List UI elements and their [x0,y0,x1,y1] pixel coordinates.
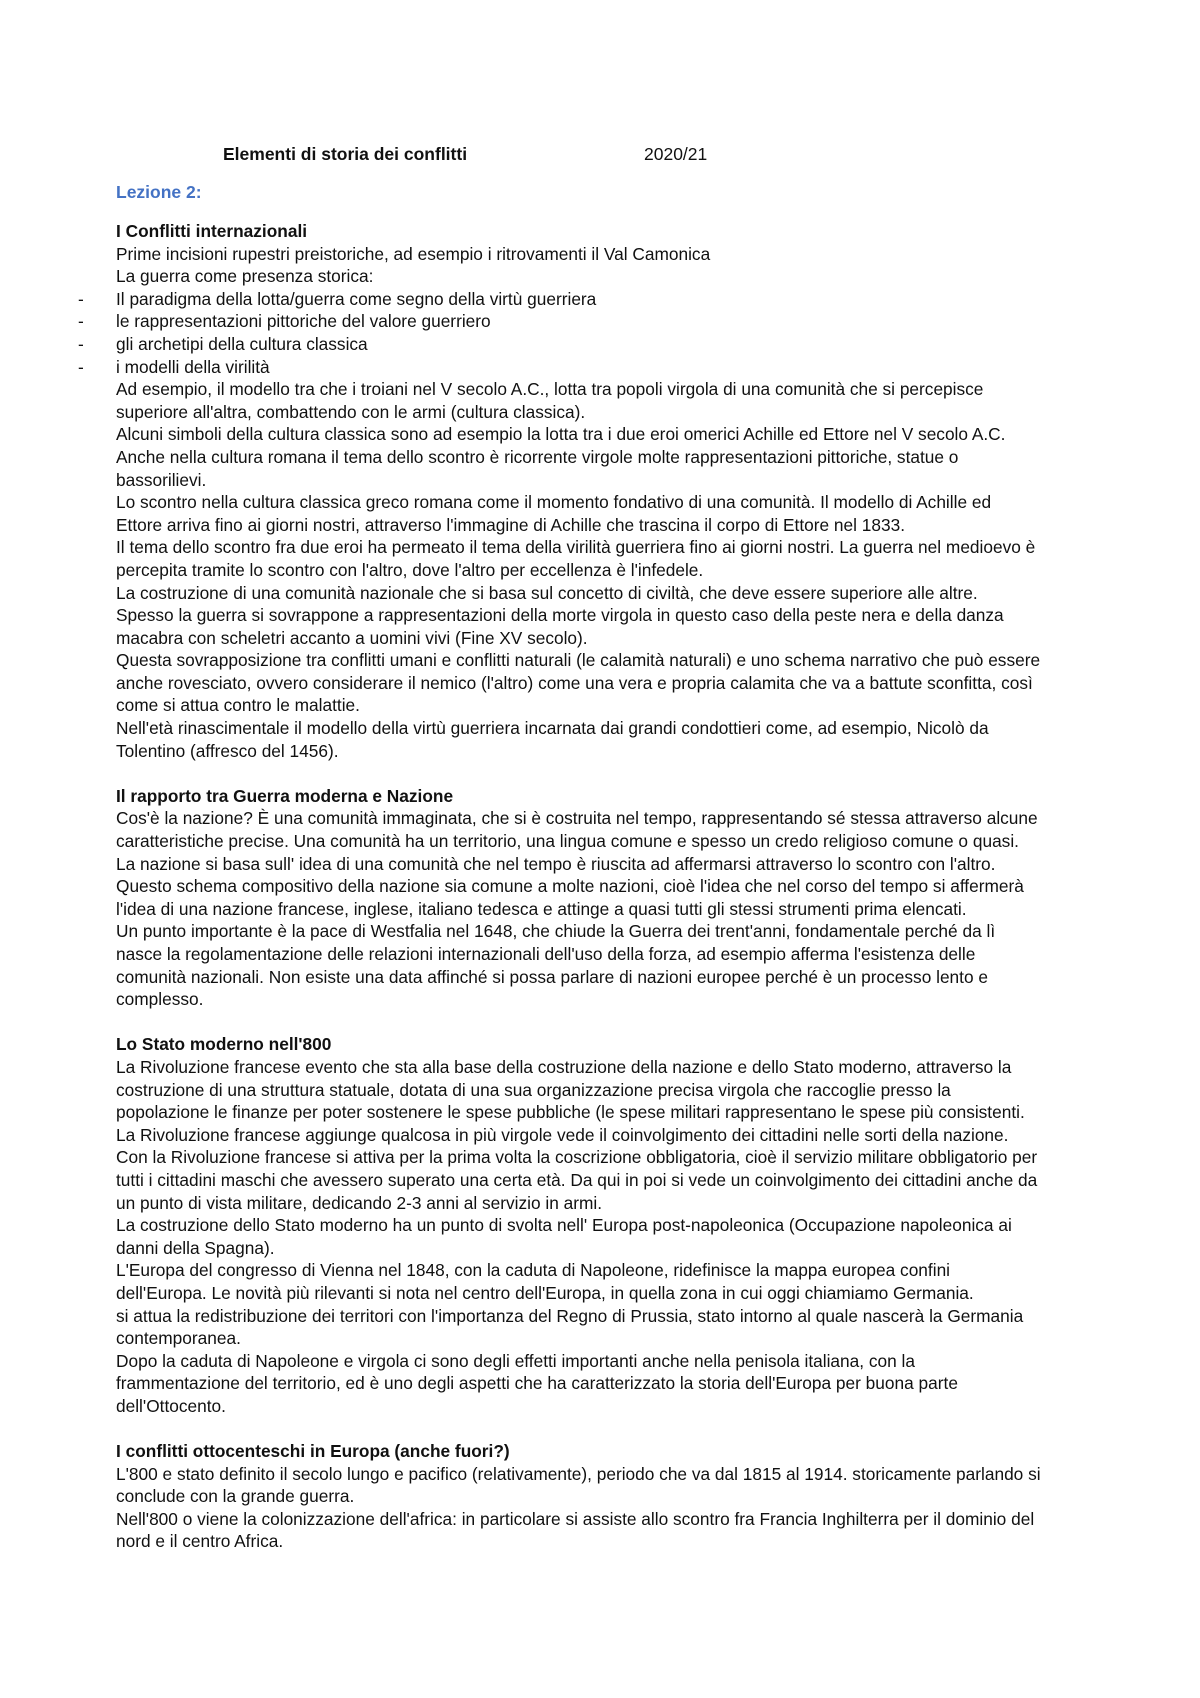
paragraph-line: bassorilievi. [116,469,207,490]
paragraph-line: come si attua contro le malattie. [116,695,360,716]
paragraph-line: Il tema dello scontro fra due eroi ha permeato il tema della virilità guerriera fino ai giorni nostri. La guerra nel medioevo è [116,537,1036,558]
list-item-text: le rappresentazioni pittoriche del valore guerriero [116,311,491,332]
paragraph-line: dell'Ottocento. [116,1395,226,1416]
paragraph-line: anche rovesciato, ovvero considerare il nemico (l'altro) come una vera e propria calamita che va a battute sconfitta, così [116,672,1033,693]
paragraph-line: percepita tramite lo scontro con l'altro, dove l'altro per eccellenza è l'infedele. [116,559,704,580]
paragraph-line: La costruzione di una comunità nazionale che si basa sul concetto di civiltà, che deve essere superiore alle altre. [116,582,978,603]
list-item [78,288,1096,311]
paragraph-line: complesso. [116,989,204,1010]
list-item-text: gli archetipi della cultura classica [116,333,368,354]
paragraph-line: Ettore arriva fino ai giorni nostri, attraverso l'immagine di Achille che trascina il corpo di Ettore nel 1833. [116,514,906,535]
paragraph-line: Prime incisioni rupestri preistoriche, ad esempio i ritrovamenti il Val Camonica [116,243,711,264]
paragraph-line: nasce la regolamentazione delle relazioni internazionali dell'uso della forza, ad esempio afferma l'esistenza delle [116,944,976,964]
paragraph-line: contemporanea. [116,1328,241,1349]
list-item [78,310,1096,333]
paragraph-line: Un punto importante è la pace di Westfalia nel 1648, che chiude la Guerra dei trent'anni, fondamentale perché da lì [116,921,996,942]
paragraph-line: L'800 e stato definito il secolo lungo e pacifico (relativamente), periodo che va dal 1815 al 1914. storicamente parlando si [116,1463,1041,1484]
lesson-label: Lezione 2: [116,182,202,202]
paragraph-line: Cos'è la nazione? È una comunità immaginata, che si è costruita nel tempo, rappresentando sé stessa attraverso alcune [116,808,1038,829]
paragraph-line: frammentazione del territorio, ed è uno degli aspetti che ha caratterizzato la storia dell'Europa per buona parte [116,1373,958,1394]
paragraph-line: Nell'800 o viene la colonizzazione dell'africa: in particolare si assiste allo scontro fra Francia Inghilterra per il dominio del [116,1508,1035,1529]
paragraph-line: Nell'età rinascimentale il modello della virtù guerriera incarnata dai grandi condottieri come, ad esempio, Nicolò da [116,718,989,739]
paragraph-line: caratteristiche precise. Una comunità ha un territorio, una lingua comune e spesso un credo religioso comune o quasi. [116,831,1019,852]
paragraph-line: dell'Europa. Le novità più rilevanti si nota nel centro dell'Europa, in quella zona in cui oggi chiamiamo Germania. [116,1282,974,1303]
paragraph-line: l'idea di una nazione francese, inglese, italiano tedesca e attinge a quasi tutti gli stessi strumenti prima elencati. [116,898,967,919]
paragraph-line: Anche nella cultura romana il tema dello scontro è ricorrente virgole molte rappresentazioni pittoriche, statue o [116,446,959,467]
paragraph-line: macabra con scheletri accanto a uomini vivi (Fine XV secolo). [116,627,588,648]
paragraph-line: La nazione si basa sull' idea di una comunità che nel tempo è riuscita ad affermarsi attraverso lo scontro con l'altro. [116,853,996,874]
paragraph-line: Lo scontro nella cultura classica greco romana come il momento fondativo di una comunità. Il modello di Achille ed [116,492,992,513]
academic-year: 2020/21 [644,144,708,164]
paragraph-line: tutti i cittadini maschi che avessero superato una certa età. Da qui in poi si vede un coinvolgimento dei cittadini anche da [116,1169,1038,1190]
section-heading: Il rapporto tra Guerra moderna e Nazione [116,785,454,806]
paragraph-spacer [116,1417,1096,1440]
paragraph-line: Spesso la guerra si sovrappone a rappresentazioni della morte virgola in questo caso della peste nera e della danza [116,605,1004,626]
section-heading: Lo Stato moderno nell'800 [116,1034,332,1055]
section-heading: I conflitti ottocenteschi in Europa (anche fuori?) [116,1441,510,1462]
paragraph-line: costruzione di una struttura statuale, dotata di una sua organizzazione precisa virgola che raccoglie presso la [116,1079,951,1100]
paragraph-line: si attua la redistribuzione dei territori con l'importanza del Regno di Prussia, stato intorno al quale nascerà la Germania [116,1305,1024,1326]
paragraph-line: conclude con la grande guerra. [116,1486,355,1507]
paragraph-spacer [116,762,1096,785]
list-item-text: Il paradigma della lotta/guerra come segno della virtù guerriera [116,288,597,309]
paragraph-spacer [116,1011,1096,1034]
document-body [78,220,1096,1553]
list-item-text: i modelli della virilità [116,356,270,377]
bullet-dash: - [78,333,84,354]
paragraph-line: un punto di vista militare, dedicando 2-3 anni al servizio in armi. [116,1192,603,1213]
bullet-dash: - [78,288,84,309]
paragraph-line: Questa sovrapposizione tra conflitti umani e conflitti naturali (le calamità naturali) e uno schema narrativo che può essere [116,650,1041,671]
paragraph-line: La Rivoluzione francese evento che sta alla base della costruzione della nazione e dello Stato moderno, attraverso la [116,1056,1012,1077]
bullet-dash: - [78,311,84,332]
paragraph-line: Dopo la caduta di Napoleone e virgola ci sono degli effetti importanti anche nella penisola italiana, con la [116,1350,915,1371]
list-item [78,333,1096,356]
paragraph-line: comunità nazionali. Non esiste una data affinché si possa parlare di nazioni europee perché è un processo lento e [116,966,988,987]
paragraph-line: L'Europa del congresso di Vienna nel 1848, con la caduta di Napoleone, ridefinisce la mappa europea confini [116,1260,951,1281]
paragraph-line: La costruzione dello Stato moderno ha un punto di svolta nell' Europa post-napoleonica (Occupazione napoleonica ai [116,1215,1012,1236]
paragraph-line: Ad esempio, il modello tra che i troiani nel V secolo A.C., lotta tra popoli virgola di una comunità che si percepisce [116,379,984,400]
paragraph-line: danni della Spagna). [116,1237,275,1258]
paragraph-line: Questo schema compositivo della nazione sia comune a molte nazioni, cioè l'idea che nel corso del tempo si affermerà [116,876,1024,897]
bullet-dash: - [78,356,84,377]
paragraph-line: Alcuni simboli della cultura classica sono ad esempio la lotta tra i due eroi omerici Achille ed Ettore nel V secolo A.C. [116,424,1006,445]
paragraph-line: La Rivoluzione francese aggiunge qualcosa in più virgole vede il coinvolgimento dei cittadini nelle sorti della nazione. [116,1124,1009,1145]
paragraph-line: nord e il centro Africa. [116,1531,284,1552]
paragraph-line: popolazione le finanze per poter sostenere le spese pubbliche (le spese militari rappresentano le spese più consistenti. [116,1102,1025,1123]
list-item [78,356,1096,379]
paragraph-line: Tolentino (affresco del 1456). [116,740,339,761]
paragraph-line: Con la Rivoluzione francese si attiva per la prima volta la coscrizione obbligatoria, cioè il servizio militare obbligatorio per [116,1147,1038,1168]
section-heading: I Conflitti internazionali [116,221,308,241]
paragraph-line: La guerra come presenza storica: [116,266,374,287]
course-title: Elementi di storia dei conflitti [223,144,468,164]
paragraph-line: superiore all'altra, combattendo con le armi (cultura classica). [116,401,586,422]
